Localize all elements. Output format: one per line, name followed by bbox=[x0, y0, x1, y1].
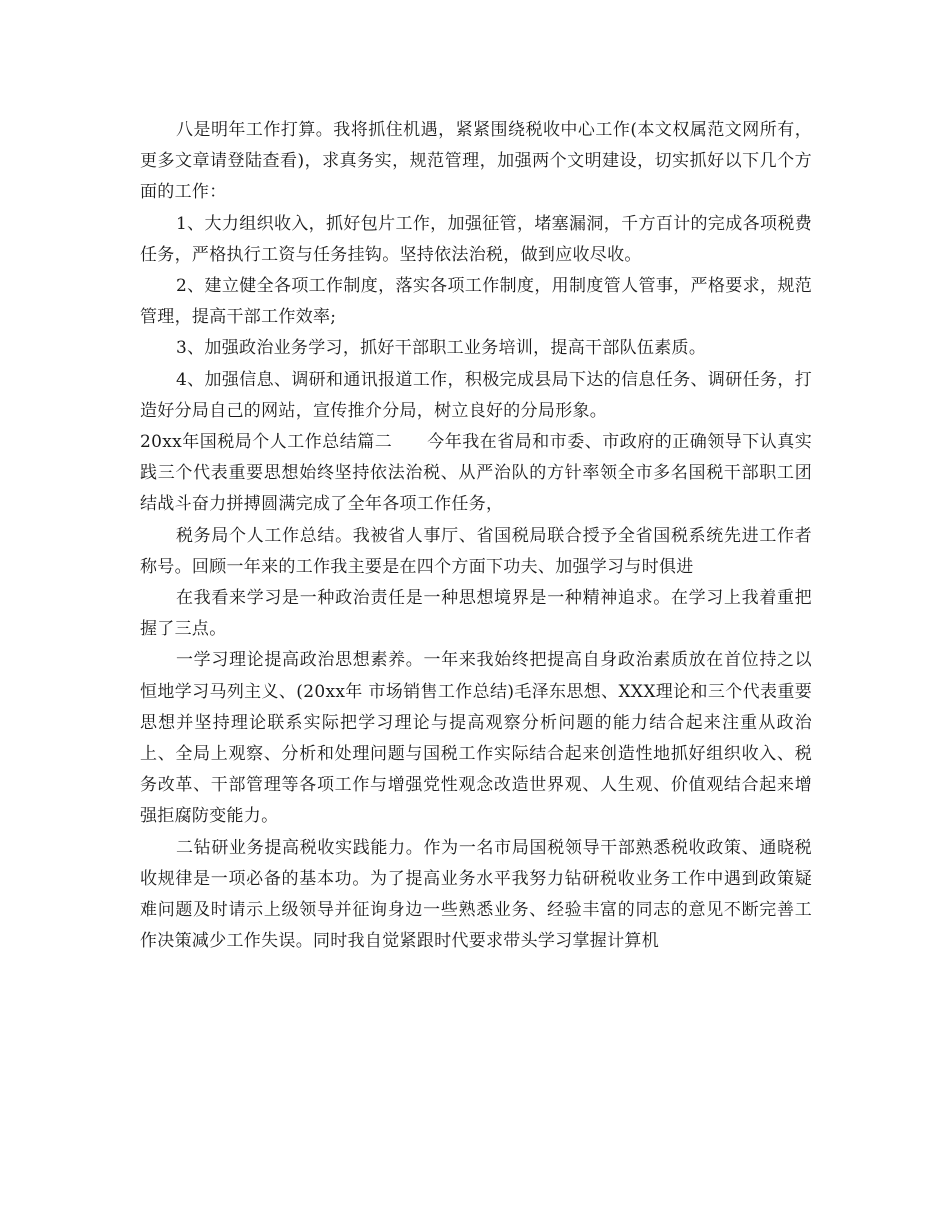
paragraph: 二钻研业务提高税收实践能力。作为一名市局国税领导干部熟悉税收政策、通晓税收规律是一项必备的基本功。为了提高业务水平我努力钻研税收业务工作中遇到政策疑难问题及时请示上级领导并征询身边一些熟悉业务、经验丰富的同志的意见不断完善工作决策减少工作失误。同时我自觉紧跟时代要求带头学习掌握计算机 bbox=[140, 837, 812, 952]
paragraph: 在我看来学习是一种政治责任是一种思想境界是一种精神追求。在学习上我着重把握了三点。 bbox=[140, 588, 812, 640]
paragraph: 2、建立健全各项工作制度，落实各项工作制度，用制度管人管事，严格要求，规范管理，提高干部工作效率; bbox=[140, 276, 812, 328]
paragraph: 3、加强政治业务学习，抓好干部职工业务培训，提高干部队伍素质。 bbox=[176, 338, 707, 359]
document-body bbox=[140, 115, 812, 957]
paragraph: 1、大力组织收入，抓好包片工作，加强征管，堵塞漏洞，千方百计的完成各项税费任务，严格执行工资与任务挂钩。坚持依法治税，做到应收尽收。 bbox=[140, 213, 812, 265]
paragraph: 一学习理论提高政治思想素养。一年来我始终把提高自身政治素质放在首位持之以恒地学习马列主义、(20xx年 市场销售工作总结)毛泽东思想、XXX理论和三个代表重要思想并坚持理论联系实际把学习理论与提高观察分析问题的能力结合起来注重从政治上、全局上观察、分析和处理问题与国税工作实际结合起来创造性地抓好组织收入、税务改革、干部管理等各项工作与增强党性观念改造世界观、人生观、价值观结合起来增强拒腐防变能力。 bbox=[140, 650, 812, 827]
paragraph: 4、加强信息、调研和通讯报道工作，积极完成县局下达的信息任务、调研任务，打造好分局自己的网站，宣传推介分局，树立良好的分局形象。 bbox=[140, 369, 812, 421]
paragraph: 税务局个人工作总结。我被省人事厅、省国税局联合授予全省国税系统先进工作者称号。回顾一年来的工作我主要是在四个方面下功夫、加强学习与时俱进 bbox=[140, 525, 812, 577]
paragraph: 八是明年工作打算。我将抓住机遇，紧紧围绕税收中心工作(本文权属范文网所有，更多文章请登陆查看)，求真务实，规范管理，加强两个文明建设，切实抓好以下几个方面的工作： bbox=[140, 120, 812, 203]
paragraph: 20xx年国税局个人工作总结篇二 今年我在省局和市委、市政府的正确领导下认真实践三个代表重要思想始终坚持依法治税、从严治队的方针率领全市多名国税干部职工团结战斗奋力拼搏圆满完成了全年各项工作任务， bbox=[140, 432, 812, 515]
